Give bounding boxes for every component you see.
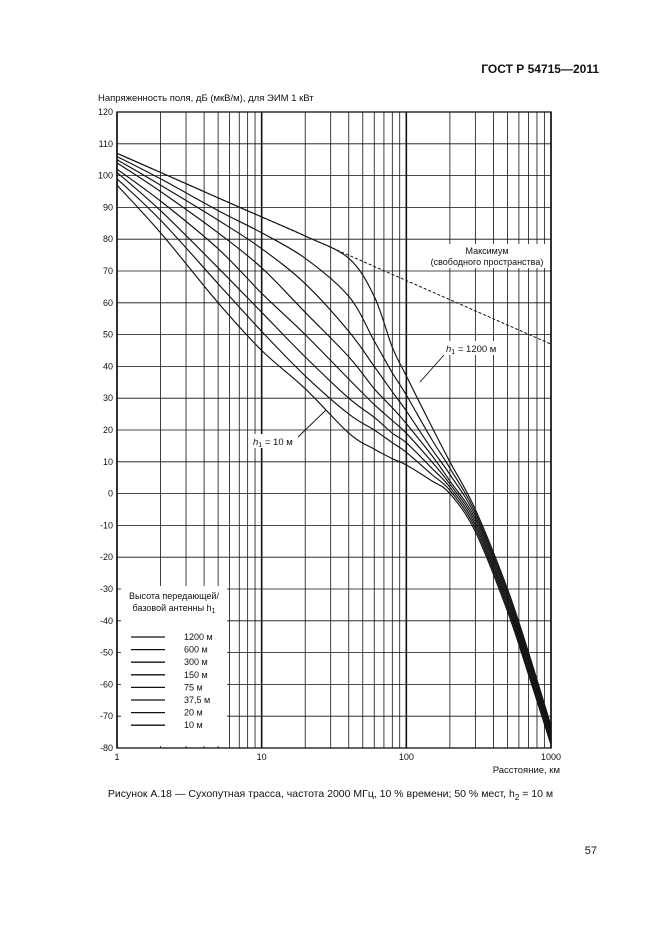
y-tick-label: 40 <box>102 361 113 372</box>
y-tick-label: 120 <box>97 107 113 117</box>
caption-tail: = 10 м <box>519 788 554 800</box>
h1-1200-label: $h_1 = 1200$ м <box>446 344 497 356</box>
y-tick-label: -70 <box>99 711 113 722</box>
legend-title-line2: базовой антенны $h_1$ <box>132 603 216 615</box>
y-tick-label: -30 <box>99 584 113 594</box>
y-tick-label: 110 <box>98 138 113 149</box>
x-tick-label: 100 <box>398 752 414 762</box>
y-tick-label: 20 <box>102 425 113 435</box>
y-tick-label: -20 <box>99 552 113 563</box>
y-tick-label: 90 <box>102 202 113 213</box>
document-code: ГОСТ Р 54715—2011 <box>481 62 599 76</box>
y-tick-label: 80 <box>102 234 113 245</box>
max-label-line1: Максимум <box>465 246 509 256</box>
legend <box>121 586 227 746</box>
figure-caption <box>0 788 661 802</box>
page-number: 57 <box>584 845 597 857</box>
y-tick-label: -60 <box>99 679 113 690</box>
x-tick-label: 1000 <box>540 752 562 762</box>
h-top-pointer <box>420 355 444 382</box>
legend-entry-label: 150 м <box>184 669 208 680</box>
y-tick-label: 10 <box>102 456 113 467</box>
h1-10-label: $h_1 = 10$ м <box>253 437 293 449</box>
caption-subscript: 2 <box>514 793 520 803</box>
y-tick-label: -80 <box>99 743 113 753</box>
x-tick-label: 10 <box>256 752 267 762</box>
legend-entry-label: 10 м <box>184 720 203 731</box>
max-label-line2: (свободного пространства) <box>430 257 544 267</box>
y-tick-label: -50 <box>99 647 113 658</box>
legend-entry-label: 600 м <box>184 644 208 655</box>
x-tick-label: 1 <box>114 752 120 762</box>
legend-entry-label: 37,5 м <box>184 695 211 705</box>
y-tick-label: 30 <box>102 393 113 404</box>
legend-entry-label: 75 м <box>184 682 203 693</box>
x-axis-label: Расстояние, км <box>492 765 560 776</box>
legend-entry-label: 1200 м <box>184 632 213 642</box>
y-tick-label: -10 <box>99 520 113 531</box>
y-tick-label: 100 <box>97 170 113 181</box>
caption-text: Рисунок А.18 — Сухопутная трасса, частота 2000 МГц, 10 % времени; 50 % мест, h <box>107 788 515 800</box>
legend-title-line1: Высота передающей/ <box>129 591 219 601</box>
y-axis-label: Напряженность поля, дБ (мкВ/м), для ЭИМ 1 кВт <box>98 93 314 104</box>
y-tick-label: -40 <box>99 615 113 626</box>
y-tick-label: 50 <box>102 329 113 340</box>
y-tick-label: 0 <box>107 488 113 499</box>
h-bot-pointer <box>298 410 326 437</box>
y-tick-label: 70 <box>102 266 113 276</box>
y-tick-label: 60 <box>102 297 113 308</box>
legend-entry-label: 20 м <box>184 707 203 718</box>
legend-entry-label: 300 м <box>184 657 208 668</box>
